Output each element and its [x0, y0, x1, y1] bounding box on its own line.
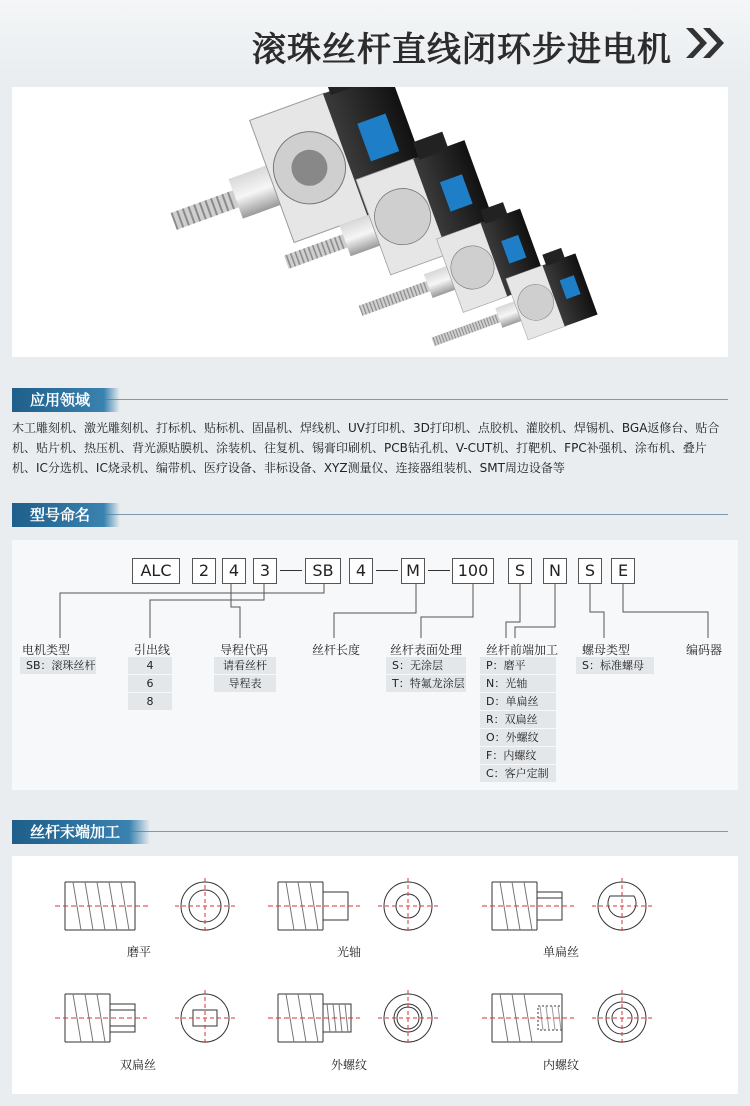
end-flat-diagram — [55, 876, 255, 936]
code-cell: S — [508, 558, 532, 584]
option-item: F：内螺纹 — [480, 747, 556, 764]
field-label-screw-length: 丝杆长度 — [312, 643, 361, 657]
option-item: S：标准螺母 — [576, 657, 654, 674]
code-cell: E — [611, 558, 635, 584]
field-label-encoder: 编码器 — [686, 643, 723, 657]
code-cell: 2 — [192, 558, 216, 584]
product-image — [12, 87, 728, 357]
option-item: 8 — [128, 693, 172, 710]
page-title: 滚珠丝杆直线闭环步进电机 — [252, 30, 672, 70]
option-item: 4 — [128, 657, 172, 674]
option-item: N：光轴 — [480, 675, 556, 692]
option-item: T：特氟龙涂层 — [386, 675, 466, 692]
section-title: 丝杆末端加工 — [12, 820, 150, 844]
section-end-header — [12, 820, 728, 844]
separator-dash — [280, 570, 302, 571]
end-type-label: 单扁丝 — [543, 945, 580, 959]
option-item: S：无涂层 — [386, 657, 466, 674]
option-item: 请看丝杆 — [214, 657, 276, 674]
option-item: C：客户定制 — [480, 765, 556, 782]
option-item: P：磨平 — [480, 657, 556, 674]
option-item: R：双扁丝 — [480, 711, 556, 728]
section-model-header — [12, 503, 728, 527]
code-cell: S — [578, 558, 602, 584]
end-single-flat-diagram — [482, 876, 682, 936]
option-item: SB：滚珠丝杆 — [20, 657, 96, 674]
end-type-label: 外螺纹 — [331, 1058, 368, 1072]
field-label-surface-treatment: 丝杆表面处理 — [390, 643, 463, 657]
end-type-label: 光轴 — [337, 945, 362, 959]
end-internal-thread-diagram — [482, 988, 682, 1048]
code-cell: SB — [305, 558, 341, 584]
end-type-label: 内螺纹 — [543, 1058, 580, 1072]
separator-dash — [376, 570, 398, 571]
application-text: 木工雕刻机、激光雕刻机、打标机、贴标机、固晶机、焊线机、UV打印机、3D打印机、点胶机、灌胶机、焊锡机、BGA返修台、贴合机、贴片机、热压机、背光源贴膜机、涂装机、往复机、锡膏印刷机、PCB钻孔机、V-CUT机、打靶机、FPC补强机、涂布机、叠片机、IC分选机、IC烧录机、编带机、医疗设备、非标设备、XYZ测量仪、连接器组装机、SMT周边设备等 — [12, 421, 720, 475]
end-double-flat-diagram — [55, 988, 255, 1048]
option-item: O：外螺纹 — [480, 729, 556, 746]
section-title: 型号命名 — [12, 503, 120, 527]
field-label-front-end-machining: 丝杆前端加工 — [486, 643, 559, 657]
double-chevron-right-icon — [682, 26, 728, 60]
code-cell: 3 — [253, 558, 277, 584]
field-label-lead-code: 导程代码 — [220, 643, 269, 657]
code-cell: 100 — [452, 558, 494, 584]
field-label-motor-type: 电机类型 — [22, 643, 71, 657]
separator-dash — [428, 570, 450, 571]
option-item: 6 — [128, 675, 172, 692]
section-application-header — [12, 388, 728, 412]
end-plain-shaft-diagram — [268, 876, 468, 936]
option-item: 导程表 — [214, 675, 276, 692]
stepper-motors-illustration — [12, 87, 728, 357]
field-label-nut-type: 螺母类型 — [582, 643, 631, 657]
section-title: 应用领域 — [12, 388, 120, 412]
end-type-label: 磨平 — [127, 945, 152, 959]
field-label-lead-wires: 引出线 — [134, 643, 171, 657]
end-type-label: 双扁丝 — [120, 1058, 157, 1072]
code-cell: 4 — [349, 558, 373, 584]
option-item: D：单扁丝 — [480, 693, 556, 710]
code-cell: 4 — [222, 558, 246, 584]
code-cell: ALC — [132, 558, 180, 584]
code-cell: M — [401, 558, 425, 584]
end-external-thread-diagram — [268, 988, 468, 1048]
code-cell: N — [543, 558, 567, 584]
header — [0, 0, 750, 82]
